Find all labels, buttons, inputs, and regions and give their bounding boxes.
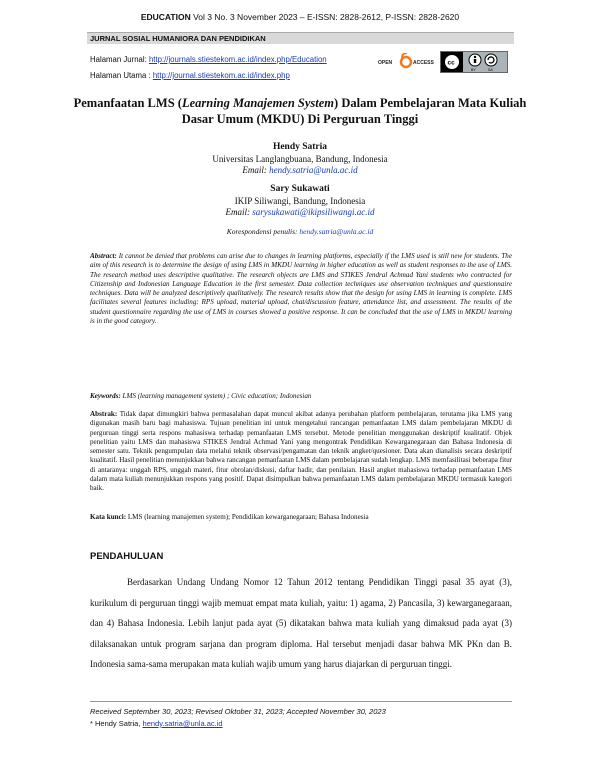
journal-page-row [90, 52, 327, 68]
correspondence-line [0, 227, 600, 236]
article-title [60, 95, 540, 127]
keywords-english [90, 392, 512, 400]
section-heading: PENDAHULUAN [90, 551, 164, 562]
author-email-link[interactable]: hendy.satria@unla.ac.id [269, 165, 358, 175]
correspondence-label: Korespondensi penulis: [226, 227, 300, 236]
journal-page-label: Halaman Jurnal: [90, 55, 149, 64]
home-page-link[interactable]: http://journal.stiestekom.ac.id/index.php [152, 71, 290, 80]
journal-links [90, 52, 327, 84]
home-page-label: Halaman Utama : [90, 71, 153, 80]
cc-by-sa-icon [441, 52, 507, 72]
abstract-text: It cannot be denied that problems can arise due to changes in learning platforms, especially if the LMS used is still new for students. The aim of this research is to determine the design of using LMS in MKDU learning in higher education as well as student responses to the use of LMS. The research method uses descriptive qualitative. The research objects are LMS and STIKES Jendral Achmad Yani students who contracted for Citizenship and Indonesian Language Education in the first semester. Data collection techniques use observation techniques and questionnaire techniques. Data will be analyzed descriptively qualitatively. The research results show that the design for using LMS in learning is complete. LMS facilitates several features including: RPS upload, material upload, chat/discussion feature, attendance list, and assessment. The results of the student questionnaire regarding the use of LMS in courses showed a positive response. It can be concluded that the use of LMS in MKDU learning is in the good category. [90, 252, 512, 326]
cc-license-badge [440, 51, 508, 73]
abstrak-label: Abstrak: [90, 410, 118, 418]
journal-issue-line [0, 12, 600, 22]
keywords-indonesian [90, 513, 512, 521]
email-label: Email: [242, 165, 270, 175]
page-footer [90, 706, 386, 730]
author-email-link[interactable]: sarysukawati@ikipsiliwangi.ac.id [252, 207, 375, 217]
svg-text:ACCESS: ACCESS [413, 60, 434, 66]
author-block-1 [0, 142, 600, 177]
author-email-row [0, 165, 600, 177]
open-access-text: OPEN [378, 60, 393, 66]
body-paragraph: Berdasarkan Undang Undang Nomor 12 Tahun 2012 tentang Pendidikan Tinggi pasal 35 ayat (3), kurikulum di perguruan tinggi wajib memuat empat mata kuliah, yaitu: 1) agama, 2) Pancasila, 3) kewarganegaraan, dan 4) Bahasa Indonesia. Lebih lanjut pada ayat (5) dikatakan bahwa mata kuliah yang dimaksud pada ayat (3) dilaksanakan untuk program sarjana dan program diploma. Hal tersebut menjadi dasar bahwa MK PKn dan B. Indonesia sama-sama merupakan mata kuliah wajib umum yang harus diajarkan di perguruan tinggi. [90, 577, 512, 669]
abstract-label: Abstract: [90, 252, 117, 260]
kata-kunci-text: LMS (learning manajemen system); Pendidikan kewarganegaraan; Bahasa Indonesia [126, 513, 369, 521]
author-name: Sary Sukawati [270, 184, 330, 194]
author-affiliation: Universitas Langlangbuana, Bandung, Indonesia [212, 153, 388, 164]
keywords-text: LMS (learning management system) ; Civic education; Indonesian [120, 392, 312, 400]
home-page-row [90, 68, 327, 84]
title-part2: ) Dalam Pembelajaran Mata Kuliah Dasar Umum (MKDU) Di Perguruan Tinggi [181, 96, 527, 126]
abstract-english [90, 252, 512, 326]
footer-author-email-link[interactable]: hendy.satria@unla.ac.id [142, 719, 223, 728]
title-part1: Pemanfaatan LMS ( [73, 96, 182, 110]
correspondence-email-link[interactable]: hendy.satria@unla.ac.id [299, 227, 374, 236]
email-label: Email: [225, 207, 253, 217]
title-italic: Learning Manajemen System [181, 96, 335, 110]
received-dates: Received September 30, 2023; Revised Oktober 31, 2023; Accepted November 30, 2023 [90, 707, 386, 716]
author-affiliation: IKIP Siliwangi, Bandung, Indonesia [234, 195, 366, 206]
open-access-logo [378, 53, 434, 69]
svg-text:cc: cc [447, 59, 455, 67]
abstrak-text: Tidak dapat dimungkiri bahwa permasalahan dapat muncul akibat adanya perubahan platform pembelajaran, terutama jika LMS yang digunakan masih baru bagi mahasiswa. Tujuan penelitian ini untuk mengetahui rancangan pemanfaatan LMS dalam pembelajaran MKDU di perguruan tinggi serta respons mahasiswa terhadap pemanfaatan LMS tersebut. Metode penelitian menggunakan deskriptif kualitatif. Objek penelitian yaitu LMS dan mahasiswa STIKES Jendral Achmad Yani yang mengontrak Pendidikan Kewarganegaraan dan Bahasa Indonesia di semester satu. Teknik pengumpulan data melalui teknik observasi/pengamatan dan teknik angket/quesioner. Data akan dianalisis secara deskriptif kualitatif. Hasil penelitian menunjukkan bahwa rancangan pemanfaatan LMS dalam pembelajaran sudah lengkap. LMS memfasilitasi beberapa fitur di antaranya: unggah RPS, unggah materi, fitur obrolan/diskusi, daftar hadir, dan penilaian. Hasil angket mahasiswa terhadap pemanfaatan LMS dalam mata kuliah menunjukkan respons yang positif. Dapat disimpulkan bahwa pemanfaatan LMS dalam pembelajaran MKDU termasuk kategori baik. [90, 410, 512, 493]
footer-author: * Hendy Satria, [90, 719, 143, 728]
journal-short-name: EDUCATION [140, 12, 191, 22]
kata-kunci-label: Kata kunci: [90, 513, 127, 521]
author-block-2 [0, 184, 600, 219]
journal-page-link[interactable]: http://journals.stiestekom.ac.id/index.php/Education [148, 55, 327, 64]
abstract-indonesian [90, 410, 512, 494]
footer-author-row [90, 718, 386, 730]
issue-info: Vol 3 No. 3 November 2023 – E-ISSN: 2828-2612, P-ISSN: 2828-2620 [190, 12, 460, 22]
svg-text:SA: SA [488, 68, 493, 72]
footer-divider [90, 701, 512, 702]
author-email-row [0, 207, 600, 219]
open-access-lock-icon [401, 57, 411, 67]
license-text: BY [471, 68, 476, 72]
keywords-label: Keywords: [90, 392, 121, 400]
author-name: Hendy Satria [272, 142, 328, 152]
journal-name-band: JURNAL SOSIAL HUMANIORA DAN PENDIDIKAN [87, 32, 514, 44]
